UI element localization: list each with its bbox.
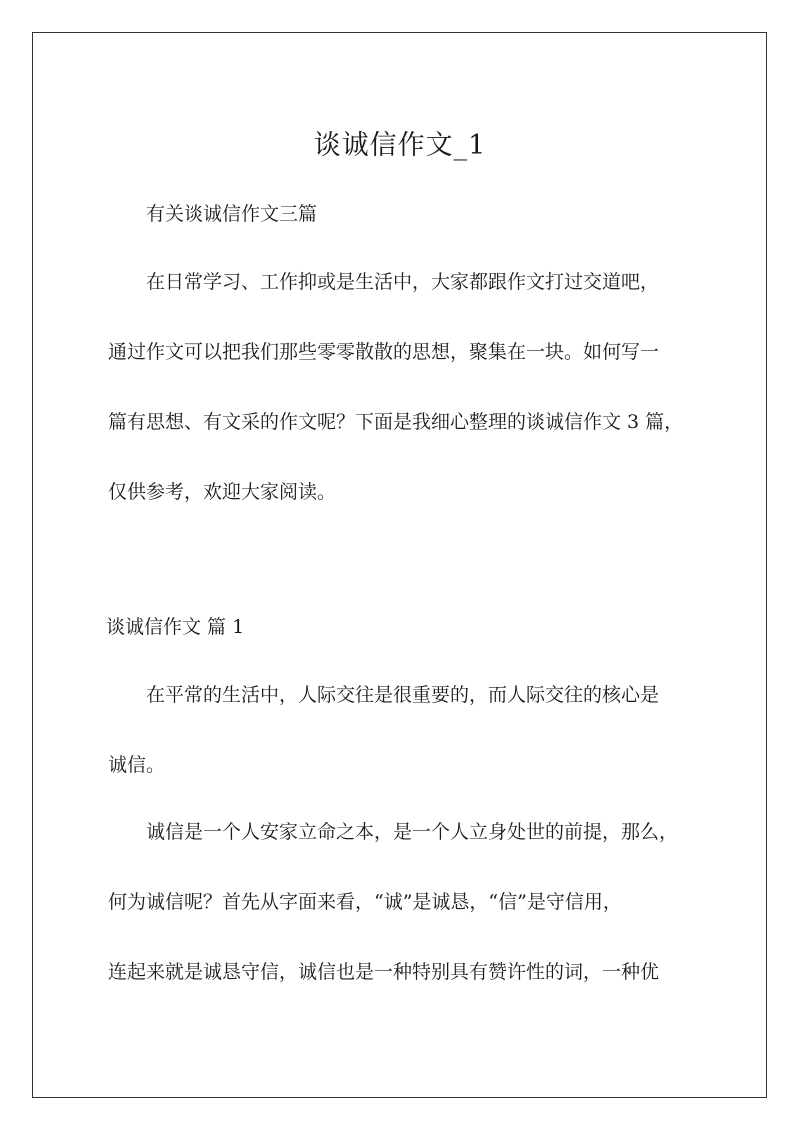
document-title: 谈诚信作文_1 bbox=[313, 130, 487, 161]
intro-line: 通过作文可以把我们那些零零散散的思想，聚集在一块。如何写一 bbox=[108, 341, 660, 363]
paragraph-line: 在平常的生活中，人际交往是很重要的，而人际交往的核心是 bbox=[146, 684, 660, 706]
page-border bbox=[32, 32, 767, 1098]
paragraph-line: 诚信。 bbox=[108, 754, 166, 776]
paragraph-line: 连起来就是诚恳守信，诚信也是一种特别具有赞许性的词，一种优 bbox=[108, 961, 660, 983]
intro-line: 篇有思想、有文采的作文呢？下面是我细心整理的谈诚信作文 3 篇， bbox=[108, 411, 684, 433]
paragraph-line: 何为诚信呢？首先从字面来看，“诚”是诚恳，“信”是守信用， bbox=[108, 891, 622, 913]
intro-line: 在日常学习、工作抑或是生活中，大家都跟作文打过交道吧， bbox=[146, 271, 660, 293]
document-subtitle: 有关谈诚信作文三篇 bbox=[146, 203, 318, 225]
paragraph-line: 诚信是一个人安家立命之本，是一个人立身处世的前提，那么， bbox=[146, 821, 679, 843]
intro-line: 仅供参考，欢迎大家阅读。 bbox=[108, 481, 337, 503]
section-heading: 谈诚信作文 篇 1 bbox=[106, 616, 245, 638]
